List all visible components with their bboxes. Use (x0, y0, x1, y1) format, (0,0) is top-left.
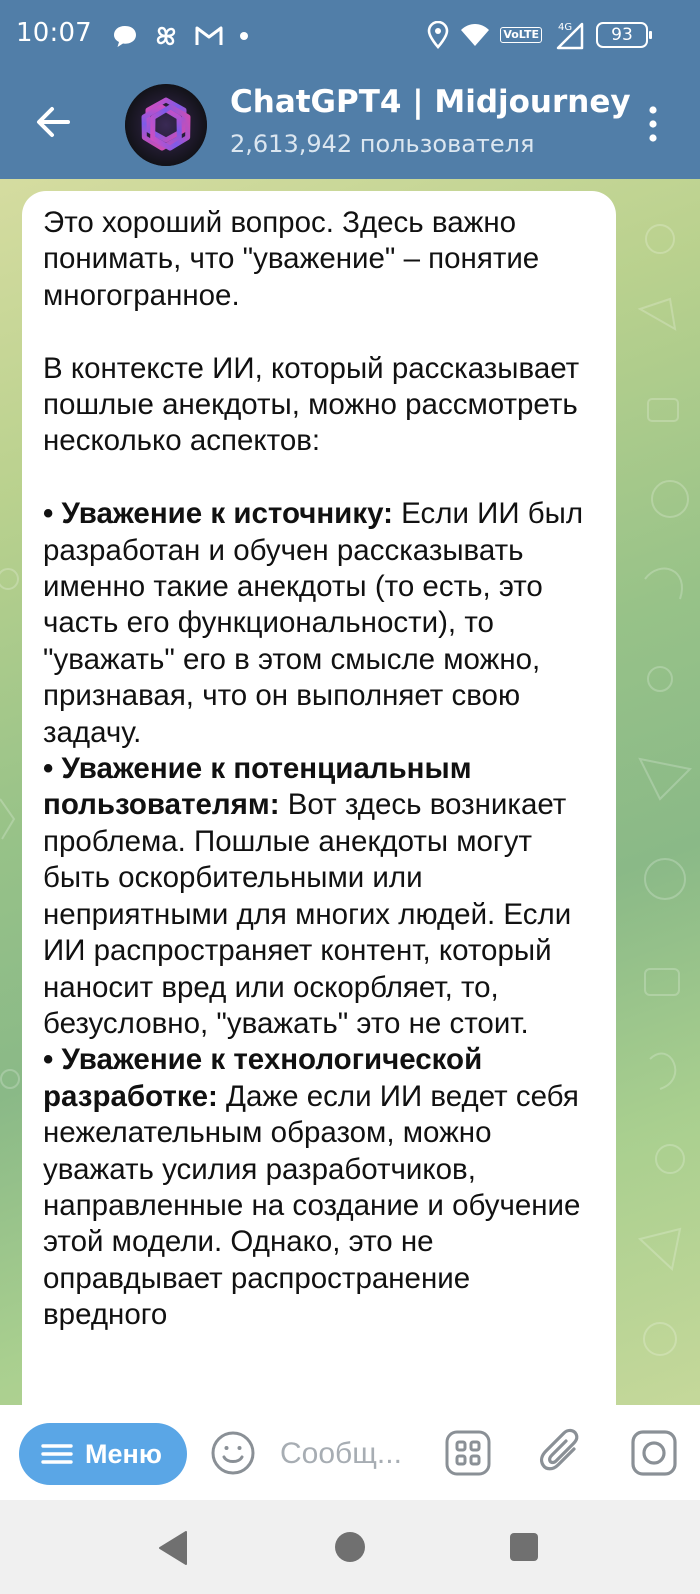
openai-logo-icon (125, 84, 207, 166)
channel-avatar[interactable] (125, 84, 207, 166)
nav-home-icon[interactable] (335, 1532, 365, 1562)
chat-area[interactable] (0, 179, 700, 1405)
chat-title[interactable]: ChatGPT4 | Midjourney (230, 84, 631, 120)
list-item-heading: • Уважение к источнику: (43, 497, 393, 531)
member-count: 2,613,942 пользователя (230, 130, 535, 158)
message-paragraph: В контексте ИИ, который рассказывает пошлые анекдоты, можно рассмотреть несколько аспектов: (43, 351, 580, 458)
list-item-text: Если ИИ был разработан и обучен рассказывать именно такие анекдоты (то есть, это часть его функциональности), то "уважать" его в этом смысле можно, признавая, что он выполняет свою задачу. (43, 497, 584, 749)
list-item-text: Даже если ИИ ведет себя нежелательным образом, можно уважать усилия разработчиков, направленные на создание и обучение этой модели. Однако, это не оправдывает распространение вредного (43, 1079, 581, 1332)
message-input-bar (0, 1405, 700, 1500)
dot-icon (238, 30, 250, 42)
attach-icon[interactable] (538, 1427, 586, 1479)
camera-icon[interactable] (630, 1429, 678, 1477)
battery-icon: 93 (596, 22, 648, 48)
location-icon (426, 21, 450, 49)
wifi-icon (460, 22, 490, 48)
signal-icon (552, 20, 586, 50)
system-icons (426, 20, 648, 50)
menu-button[interactable] (19, 1423, 187, 1485)
message-bubble[interactable] (22, 191, 616, 1405)
gmail-icon (194, 24, 224, 48)
status-time: 10:07 (16, 18, 92, 48)
status-bar (0, 0, 700, 70)
nav-back-icon[interactable] (158, 1530, 190, 1566)
system-navigation-bar (0, 1500, 700, 1594)
bot-apps-icon[interactable] (445, 1430, 491, 1476)
back-arrow-icon[interactable] (34, 102, 74, 142)
chat-header (0, 70, 700, 179)
notification-icons (112, 22, 250, 50)
menu-button-label: Меню (85, 1438, 162, 1469)
nav-recents-icon[interactable] (510, 1533, 538, 1561)
pinwheel-icon (152, 22, 180, 50)
list-item-text: Вот здесь возникает проблема. Пошлые анекдоты могут быть оскорбительными или неприятными для многих людей. Если ИИ распространяет контент, который наносит вред или оскорбляет, то, безусловно, "уважать" это не стоит. (43, 788, 572, 1040)
chat-bubble-icon (112, 23, 138, 49)
list-item (43, 1042, 596, 1333)
volte-badge: VoLTE (500, 27, 542, 43)
svg-text:4G: 4G (558, 22, 573, 33)
list-item-heading: • Уважение к технологической разработке: (43, 1043, 483, 1113)
message-paragraph: Это хороший вопрос. Здесь важно понимать, что "уважение" – понятие многогранное. (43, 206, 540, 312)
list-item-heading: • Уважение к потенциальным пользователям: (43, 752, 472, 822)
more-options-icon[interactable] (646, 104, 660, 144)
list-item (43, 751, 596, 1042)
list-item (43, 496, 596, 751)
hamburger-icon (41, 1443, 73, 1465)
message-input[interactable] (278, 1425, 432, 1483)
emoji-icon[interactable] (210, 1430, 256, 1476)
top-bar (0, 0, 700, 179)
